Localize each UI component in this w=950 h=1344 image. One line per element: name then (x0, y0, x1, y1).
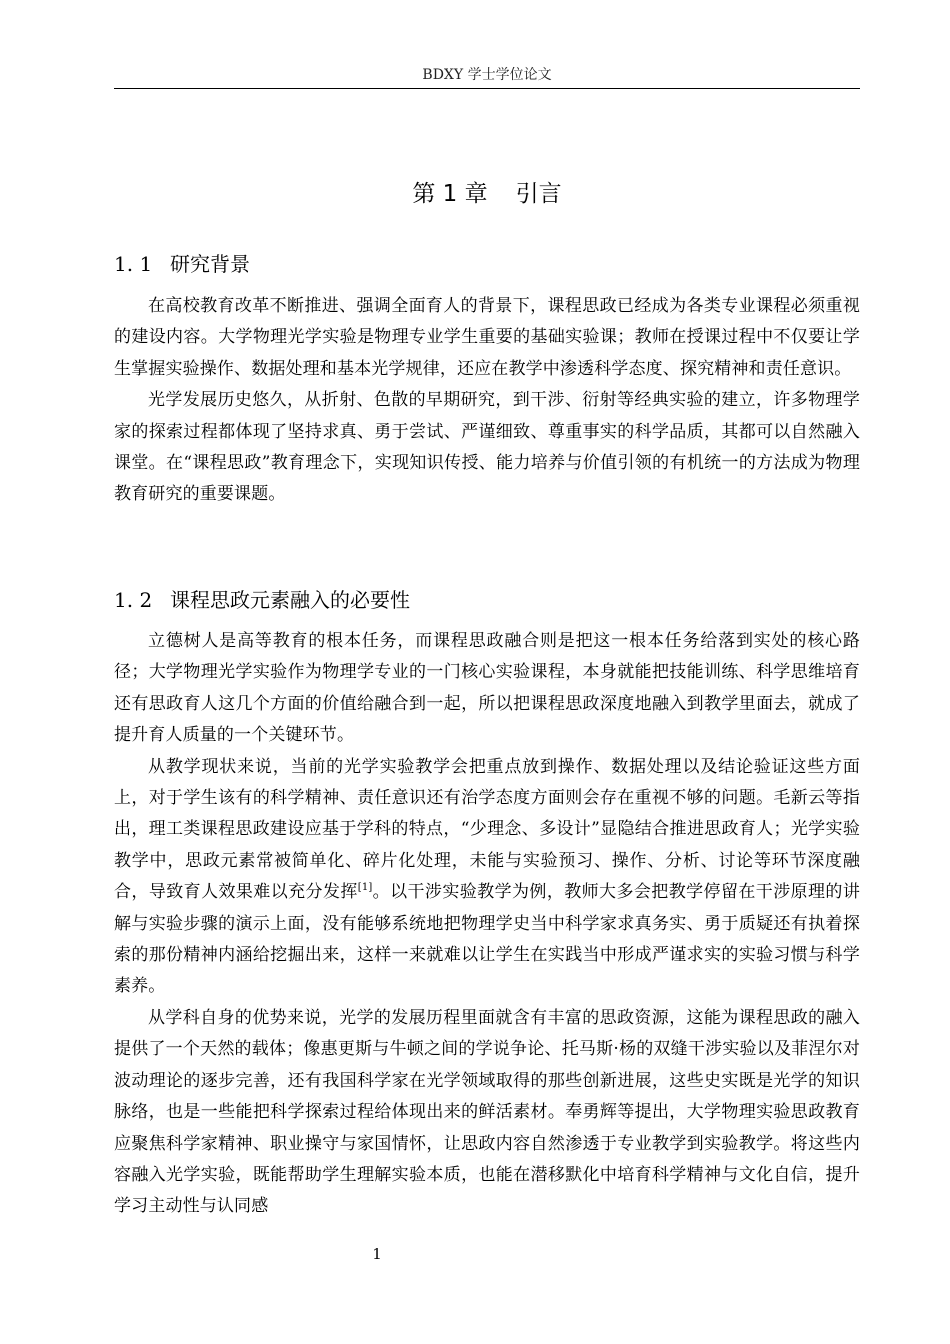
paragraph: 从学科自身的优势来说，光学的发展历程里面就含有丰富的思政资源，这能为课程思政的融入提供了一个天然的载体；像惠更斯与牛顿之间的学说争论、托马斯·杨的双缝干涉实验以及菲涅尔对波动理论的逐步完善，还有我国科学家在光学领域取得的那些创新进展，这些史实既是光学的知识脉络，也是一些能把科学探索过程给体现出来的鲜活素材。奉勇辉等提出，大学物理实验思政教育应聚焦科学家精神、职业操守与家国情怀，让思政内容自然渗透于专业教学到实验教学。将这些内容融入光学实验，既能帮助学生理解实验本质，也能在潜移默化中培育科学精神与文化自信，提升学习主动性与认同感 (114, 1007, 860, 1217)
section-title: 研究背景 (170, 252, 250, 276)
paragraph (114, 752, 860, 1003)
section-number: 1. 2 (114, 588, 153, 612)
section-number: 1. 1 (114, 252, 153, 276)
chapter-number: 第 1 章 (412, 181, 488, 207)
section-title: 课程思政元素融入的必要性 (170, 588, 410, 612)
running-header: BDXY 学士学位论文 (422, 67, 552, 83)
header-rule (114, 88, 860, 89)
paragraph-text: 从教学现状来说，当前的光学实验教学会把重点放到操作、数据处理以及结论验证这些方面上，对于学生该有的科学精神、责任意识还有治学态度方面则会存在重视不够的问题。毛新云等指出，理工类课程思政建设应基于学科的特点，“少理念、多设计”显隐结合推进思政育人；光学实验教学中，思政元素常被简单化、碎片化处理，未能与实验预习、操作、分析、讨论等环节深度融合，导致育人效果难以充分发挥 (114, 756, 860, 903)
section-heading-1-1 (114, 250, 860, 278)
paragraph: 在高校教育改革不断推进、强调全面育人的背景下，课程思政已经成为各类专业课程必须重视的建设内容。大学物理光学实验是物理专业学生重要的基础实验课；教师在授课过程中不仅要让学生掌握实验操作、数据处理和基本光学规律，还应在教学中渗透科学态度、探究精神和责任意识。 (114, 296, 860, 379)
citation-marker: [1] (357, 882, 373, 894)
paragraph-text-continued: 。以干涉实验教学为例，教师大多会把教学停留在干涉原理的讲解与实验步骤的演示上面，没有能够系统地把物理学史当中科学家求真务实、勇于质疑还有执着探索的那份精神内涵给挖掘出来，这样一来就难以让学生在实践当中形成严谨求实的实验习惯与科学素养。 (114, 882, 860, 997)
paragraph: 光学发展历史悠久，从折射、色散的早期研究，到干涉、衍射等经典实验的建立，许多物理学家的探索过程都体现了坚持求真、勇于尝试、严谨细致、尊重事实的科学品质，其都可以自然融入课堂。在“课程思政”教育理念下，实现知识传授、能力培养与价值引领的有机统一的方法成为物理教育研究的重要课题。 (114, 390, 860, 505)
section-body-1-2 (114, 626, 860, 1223)
paragraph: 立德树人是高等教育的根本任务，而课程思政融合则是把这一根本任务给落到实处的核心路径；大学物理光学实验作为物理学专业的一门核心实验课程，本身就能把技能训练、科学思维培育还有思政育人这几个方面的价值给融合到一起，所以把课程思政深度地融入到教学里面去，就成了提升育人质量的一个关键环节。 (114, 631, 860, 746)
page-number: 1 (372, 1245, 382, 1263)
chapter-title (114, 178, 860, 210)
section-heading-1-2 (114, 586, 860, 614)
chapter-name: 引言 (515, 181, 562, 207)
section-body-1-1 (114, 291, 860, 511)
